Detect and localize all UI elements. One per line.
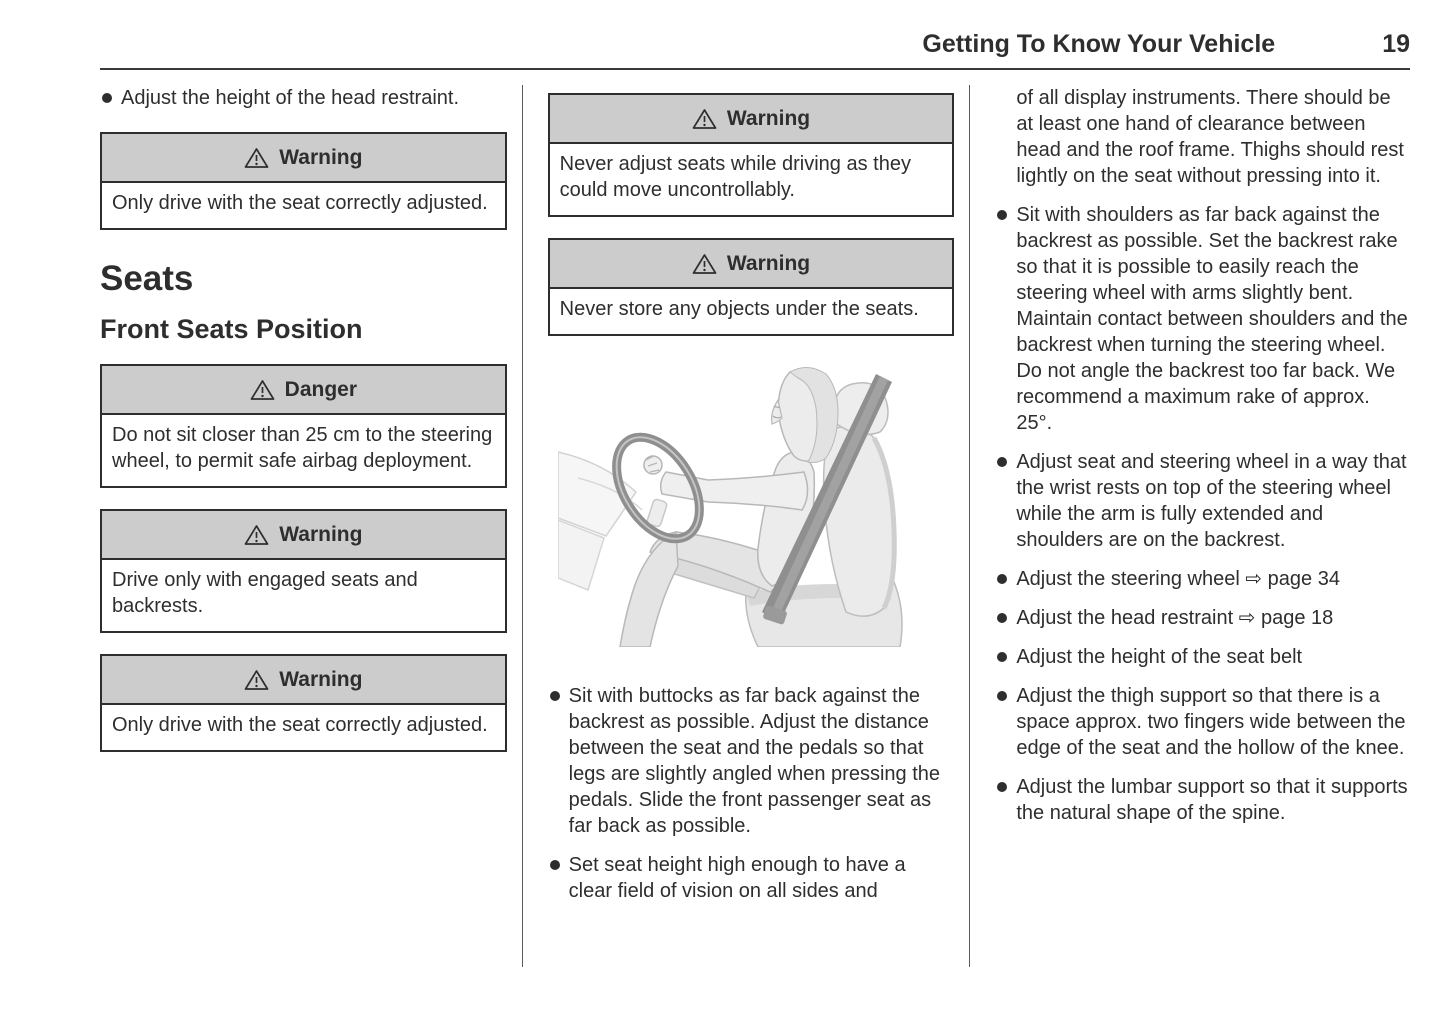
page-title: Getting To Know Your Vehicle [922, 30, 1276, 58]
list-item: Adjust the thigh support so that there is a space approx. two fingers wide between the edge of the seat and the hollow of the knee. [995, 683, 1410, 761]
list-item: Adjust the height of the seat belt [995, 644, 1410, 670]
warning-label: Warning [726, 252, 811, 275]
warning-box-header [550, 95, 953, 144]
warning-box-text: Drive only with engaged seats and backrests. [112, 569, 418, 617]
bullet-dot [997, 457, 1007, 467]
warning-box-text: Only drive with the seat correctly adjusted. [112, 192, 488, 214]
warning-box-text: Never adjust seats while driving as they could move uncontrollably. [559, 153, 911, 201]
bullet-dot [997, 613, 1007, 623]
warning-triangle-icon [244, 524, 269, 546]
column-divider [969, 85, 970, 967]
page-content [100, 85, 1410, 967]
subsection-heading-front-seats-position: Front Seats Position [100, 314, 363, 344]
bullet-dot [102, 93, 112, 103]
list-item: Sit with shoulders as far back against the backrest as possible. Set the backrest rake so that it is possible to easily reach the steering wheel with arms slightly bent. Maintain contact between shoulders and the backrest when turning the steering wheel. Do not angle the backrest too far back. We recommend a maximum rake of approx. 25°. [995, 202, 1410, 436]
bullet-dot [550, 860, 560, 870]
warning-box-text: Only drive with the seat correctly adjusted. [112, 714, 488, 736]
warning-triangle-icon [692, 108, 717, 130]
list-item: Set seat height high enough to have a clear field of vision on all sides and [548, 852, 955, 904]
page-number: 19 [1382, 30, 1410, 58]
column-right [995, 85, 1410, 967]
bullet-dot [997, 210, 1007, 220]
bullet-dot [997, 574, 1007, 584]
danger-box-header [102, 366, 505, 415]
list-item: Adjust the height of the head restraint. [100, 85, 507, 111]
bullet-dot [997, 691, 1007, 701]
warning-triangle-icon [244, 669, 269, 691]
section-heading-seats: Seats [100, 259, 194, 298]
warning-box-header [102, 134, 505, 183]
column-left [100, 85, 507, 967]
continued-paragraph: of all display instruments. There should be at least one hand of clearance between head and the roof frame. Thighs should rest lightly on the seat without pressing into it. [1016, 87, 1404, 187]
warning-box-text: Never store any objects under the seats. [559, 298, 919, 320]
list-item: Adjust the lumbar support so that it supports the natural shape of the spine. [995, 774, 1410, 826]
warning-box [548, 93, 955, 217]
page-header [100, 30, 1410, 70]
warning-triangle-icon [244, 147, 269, 169]
warning-label: Warning [279, 146, 363, 169]
column-divider [522, 85, 523, 967]
warning-triangle-icon [250, 379, 275, 401]
warning-box-header [102, 511, 505, 560]
bullet-dot [997, 652, 1007, 662]
seating-position-figure [558, 360, 923, 647]
warning-label: Warning [279, 668, 363, 691]
warning-box [548, 238, 955, 336]
warning-label: Warning [279, 523, 363, 546]
bullet-dot [550, 691, 560, 701]
column-middle [548, 85, 955, 967]
warning-triangle-icon [692, 253, 717, 275]
warning-box [100, 509, 507, 633]
list-item: Sit with buttocks as far back against the backrest as possible. Adjust the distance between the seat and the pedals so that legs are slightly angled when pressing the pedals. Slide the front passenger seat as far back as possible. [548, 683, 955, 839]
list-item: Adjust seat and steering wheel in a way that the wrist rests on top of the steering wheel while the arm is fully extended and shoulders are on the backrest. [995, 449, 1410, 553]
danger-label: Danger [284, 378, 358, 401]
warning-box [100, 654, 507, 752]
warning-box-header [102, 656, 505, 705]
list-item-page-reference: Adjust the head restraint ⇨ page 18 [995, 605, 1410, 631]
bullet-dot [997, 782, 1007, 792]
danger-box-text: Do not sit closer than 25 cm to the steering wheel, to permit safe airbag deployment. [112, 424, 493, 472]
list-item-page-reference: Adjust the steering wheel ⇨ page 34 [995, 566, 1410, 592]
warning-box-header [550, 240, 953, 289]
warning-box [100, 132, 507, 230]
danger-box [100, 364, 507, 488]
warning-label: Warning [726, 107, 811, 130]
